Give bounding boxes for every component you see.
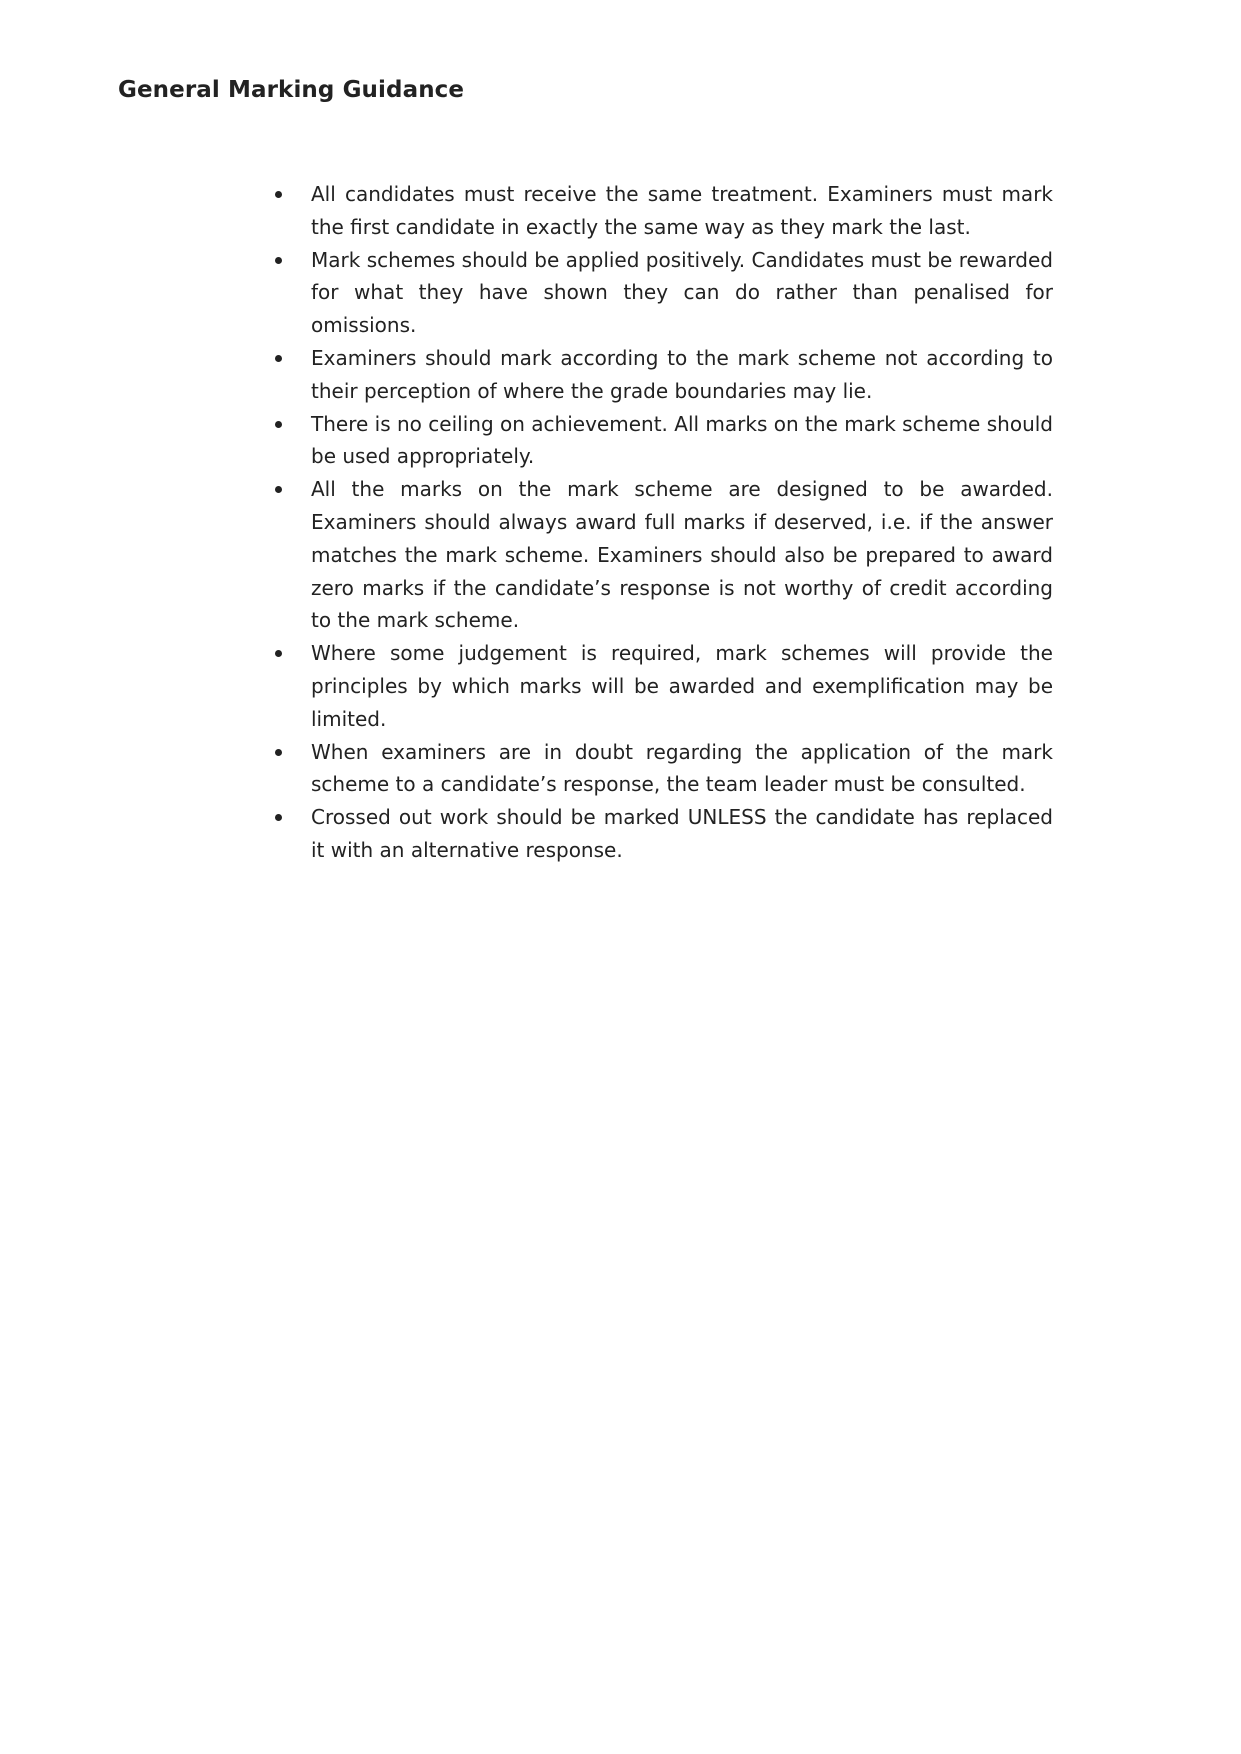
list-item	[272, 178, 1053, 244]
list-item	[272, 801, 1053, 867]
list-item-text: Crossed out work should be marked UNLESS the candidate has replaced it with an alternative response.	[311, 805, 1053, 862]
list-item	[272, 736, 1053, 802]
bullet-icon	[275, 650, 282, 657]
bullet-icon	[275, 421, 282, 428]
list-item	[272, 637, 1053, 735]
list-item	[272, 473, 1053, 637]
list-item-text: Examiners should mark according to the mark scheme not according to their perception of where the grade boundaries may lie.	[311, 345, 1053, 403]
bullet-icon	[275, 814, 282, 821]
list-item-text: There is no ceiling on achievement. All marks on the mark scheme should be used appropriately.	[311, 411, 1053, 469]
list-item-text: All candidates must receive the same treatment. Examiners must mark the first candidate in exactly the same way as they mark the last.	[311, 182, 1053, 239]
bullet-icon	[275, 191, 282, 198]
bullet-icon	[275, 749, 282, 756]
list-item-text: All the marks on the mark scheme are designed to be awarded. Examiners should always award full marks if deserved, i.e. if the answer matches the mark scheme. Examiners should also be prepared to award zero marks if the candidate’s response is not worthy of credit according to the mark scheme.	[311, 477, 1053, 633]
list-item-text: Mark schemes should be applied positively. Candidates must be rewarded for what they have shown they can do rather than penalised for omissions.	[311, 247, 1053, 338]
list-item	[272, 244, 1053, 342]
bullet-icon	[275, 486, 282, 493]
bullet-icon	[275, 257, 282, 264]
bullet-icon	[275, 355, 282, 362]
guidance-list	[272, 178, 1053, 867]
list-item-text: Where some judgement is required, mark schemes will provide the principles by which marks will be awarded and exemplification may be limited.	[311, 641, 1053, 731]
list-item	[272, 342, 1053, 408]
page-title: General Marking Guidance	[118, 77, 465, 103]
list-item	[272, 408, 1053, 474]
list-item-text: When examiners are in doubt regarding the application of the mark scheme to a candidate’s response, the team leader must be consulted.	[311, 739, 1053, 797]
